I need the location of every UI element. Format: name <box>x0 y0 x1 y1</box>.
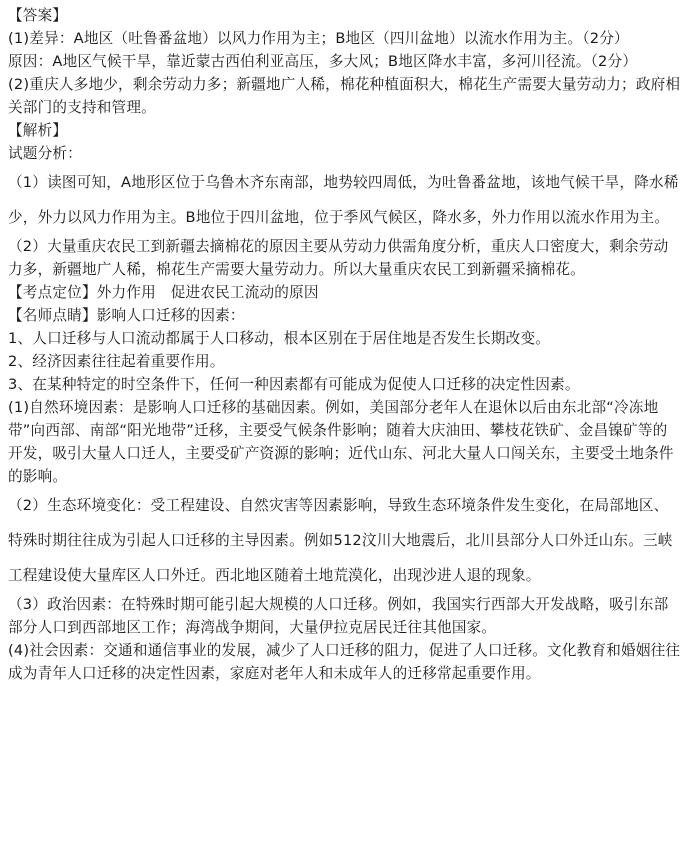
analysis-paragraph-2: （2）大量重庆农民工到新疆去摘棉花的原因主要从劳动力供需角度分析，重庆人口密度大，剩余劳动力多，新疆地广人稀，棉花生产需要大量劳动力。所以大量重庆农民工到新疆采摘棉花。 <box>8 238 669 278</box>
point-social-factor: (4)社会因素：交通和通信事业的发展，减少了人口迁移的阻力，促进了人口迁移。文化教育和婚姻往往成为青年人口迁移的决定性因素，家庭对老年人和未成年人的迁移常起重要作用。 <box>8 642 681 682</box>
point-natural-environment: (1)自然环境因素：是影响人口迁移的基础因素。例如，美国部分老年人在退休以后由东北部“冷冻地带”向西部、南部“阳光地带”迁移，主要受气候条件影响；随着大庆油田、攀枝花铁矿、金昌镍矿等的开发，吸引大量人口迁人，主要受矿产资源的影响；近代山东、河北大量人口闯关东，主要受土地条件的影响。 <box>8 399 674 485</box>
answer-part-2: (2)重庆人多地少，剩余劳动力多；新疆地广人稀，棉花种植面积大，棉花生产需要大量劳动力；政府相关部门的支持和管理。 <box>8 76 681 116</box>
point-ecological-environment: （2）生态环境变化：受工程建设、自然灾害等因素影响，导致生态环境条件发生变化，在局部地区、特殊时期往往成为引起人口迁移的主导因素。例如512汶川大地震后，北川县部分人口外迁山东。三峡工程建设使大量库区人口外迁。西北地区随着土地荒漠化，出现沙进人退的现象。 <box>8 497 673 584</box>
point-3: 3、在某种特定的时空条件下，任何一种因素都有可能成为促使人口迁移的决定性因素。 <box>8 376 580 393</box>
answer-header: 【答案】 <box>8 7 68 24</box>
answer-part-1-reason: 原因：A地区气候干旱，靠近蒙古西伯利亚高压，多大风；B地区降水丰富，多河川径流。（2分） <box>8 53 638 70</box>
answer-part-1-difference: (1)差异：A地区（吐鲁番盆地）以风力作用为主；B地区（四川盆地）以流水作用为主。（2分） <box>8 30 629 47</box>
analysis-paragraph-1: （1）读图可知，A地形区位于乌鲁木齐东南部，地势较四周低，为吐鲁番盆地，该地气候干旱，降水稀少，外力以风力作用为主。B地位于四川盆地，位于季风气候区，降水多，外力作用以流水作用为主。 <box>8 174 679 226</box>
mingshi-line: 【名师点睛】影响人口迁移的因素： <box>8 307 245 324</box>
analysis-header: 【解析】 <box>8 122 68 139</box>
point-2: 2、经济因素往往起着重要作用。 <box>8 353 225 370</box>
point-1: 1、人口迁移与人口流动都属于人口移动，根本区别在于居住地是否发生长期改变。 <box>8 330 551 347</box>
kaodian-line: 【考点定位】外力作用 促进农民工流动的原因 <box>8 284 319 301</box>
point-political-factor: （3）政治因素：在特殊时期可能引起大规模的人口迁移。例如，我国实行西部大开发战略，吸引东部部分人口到西部地区工作；海湾战争期间，大量伊拉克居民迁往其他国家。 <box>8 596 669 636</box>
analysis-label: 试题分析： <box>8 145 82 162</box>
